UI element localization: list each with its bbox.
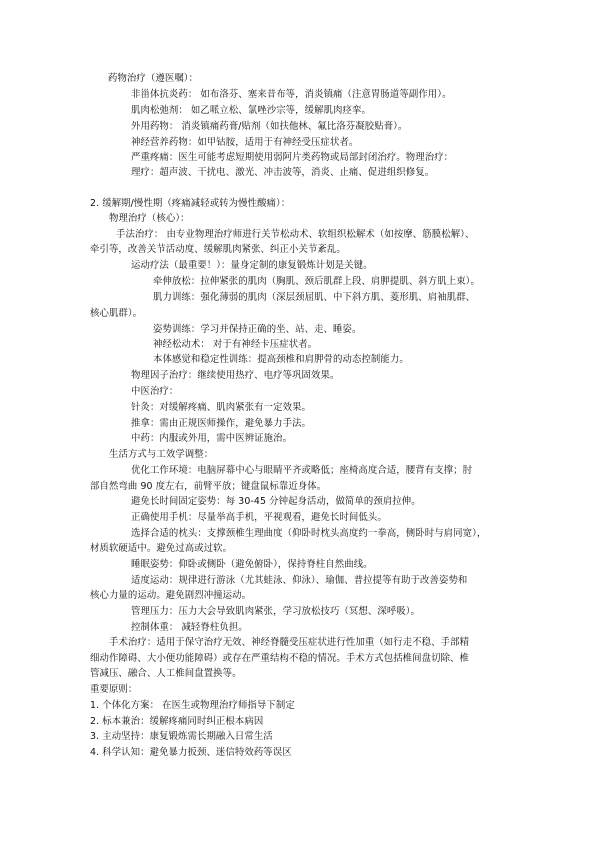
text-line: 材质软硬适中。避免过高或过软。 [90, 543, 233, 554]
text-line: 核心力量的运动。避免剧烈冲撞运动。 [90, 590, 252, 601]
text-line: 严重疼痛：医生可能考虑短期使用弱阿片类药物或局部封闭治疗。物理治疗： [131, 152, 454, 163]
list-item: 4. 科学认知：避免暴力扳颈、迷信特效药等误区 [90, 747, 292, 758]
text-line: 部自然弯曲 90 度左右，前臂平放；键盘鼠标靠近身体。 [90, 481, 327, 492]
text-line: 避免长时间固定姿势：每 30-45 分钟起身活动，做简单的颈肩拉伸。 [131, 496, 421, 507]
text-line: 正确使用手机：尽量举高手机，平视观看，避免长时间低头。 [131, 512, 387, 523]
text-line: 姿势训练：学习并保持正确的坐、站、走、睡姿。 [153, 324, 362, 335]
text-line: 手法治疗： 由专业物理治疗师进行关节松动术、软组织松解术（如按摩、筋膜松解）、 [116, 229, 475, 240]
text-line: 细动作障碍、大小便功能障碍）或存在严重结构不稳的情况。手术方式包括椎间盘切除、椎 [90, 653, 470, 664]
section-heading: 2. 缓解期/慢性期（疼痛减轻或转为慢性酸痛）： [90, 198, 291, 209]
text-line: 针灸：对缓解疼痛、肌肉紧张有一定效果。 [131, 402, 312, 413]
text-line: 中医治疗： [131, 386, 179, 397]
text-line: 药物治疗（遵医嘱）： [108, 73, 199, 84]
text-line: 手术治疗：适用于保守治疗无效、神经脊髓受压症状进行性加重（如行走不稳、手部精 [109, 637, 470, 648]
section-heading: 重要原则： [90, 684, 138, 695]
text-line: 本体感觉和稳定性训练：提高颈椎和肩胛骨的动态控制能力。 [153, 354, 409, 365]
text-line: 控制体重： 减轻脊柱负担。 [131, 622, 248, 633]
text-line: 选择合适的枕头：支撑颈椎生理曲度（仰卧时枕头高度约一拳高，侧卧时与肩同宽）， [131, 528, 487, 539]
text-line: 牵引等，改善关节活动度、缓解肌肉紧张、纠正小关节紊乱。 [90, 244, 346, 255]
text-line: 外用药物： 消炎镇痛药膏/贴剂（如扶他林、氟比洛芬凝胶贴膏）。 [131, 121, 408, 132]
text-line: 生活方式与工效学调整： [109, 449, 214, 460]
text-line: 理疗：超声波、干扰电、激光、冲击波等，消炎、止痛、促进组织修复。 [131, 167, 435, 178]
text-line: 管减压、融合、人工椎间盘置换等。 [90, 668, 242, 679]
text-line: 肌力训练：强化薄弱的肌肉（深层颈屈肌、中下斜方肌、菱形肌、肩袖肌群、 [153, 292, 476, 303]
text-line: 推拿：需由正规医师操作，避免暴力手法。 [131, 418, 312, 429]
text-line: 核心肌群）。 [90, 308, 143, 319]
text-line: 非甾体抗炎药： 如布洛芬、塞来昔布等，消炎镇痛（注意胃肠道等副作用）。 [131, 89, 452, 100]
text-line: 中药：内服或外用，需中医辨证施治。 [131, 433, 293, 444]
list-item: 3. 主动坚持：康复锻炼需长期融入日常生活 [90, 731, 273, 742]
text-line: 管理压力：压力大会导致肌肉紧张，学习放松技巧（冥想、深呼吸）。 [131, 606, 421, 617]
text-line: 运动疗法（最重要！）：量身定制的康复锻炼计划是关键。 [131, 260, 373, 271]
text-line: 神经营养药物：如甲钴胺，适用于有神经受压症状者。 [131, 137, 359, 148]
text-line: 适度运动：规律进行游泳（尤其蛙泳、仰泳）、瑜伽、普拉提等有助于改善姿势和 [131, 575, 468, 586]
list-item: 2. 标本兼治：缓解疼痛同时纠正根本病因 [90, 716, 264, 727]
list-item: 1. 个体化方案： 在医生或物理治疗师指导下制定 [90, 700, 295, 711]
text-line: 物理治疗（核心）： [109, 213, 190, 224]
text-line: 睡眠姿势：仰卧或侧卧（避免俯卧），保持脊柱自然曲线。 [131, 559, 373, 570]
text-line: 优化工作环境：电脑屏幕中心与眼睛平齐或略低；座椅高度合适，腰背有支撑；肘 [131, 465, 473, 476]
text-line: 神经松动术： 对于有神经卡压症状者。 [153, 339, 318, 350]
text-line: 肌肉松弛剂： 如乙哌立松、氯唑沙宗等，缓解肌肉痉挛。 [131, 105, 371, 116]
text-line: 牵伸放松：拉伸紧张的肌肉（胸肌、颈后肌群上段、肩胛提肌、斜方肌上束）。 [153, 276, 480, 287]
text-line: 物理因子治疗：继续使用热疗、电疗等巩固效果。 [131, 370, 340, 381]
